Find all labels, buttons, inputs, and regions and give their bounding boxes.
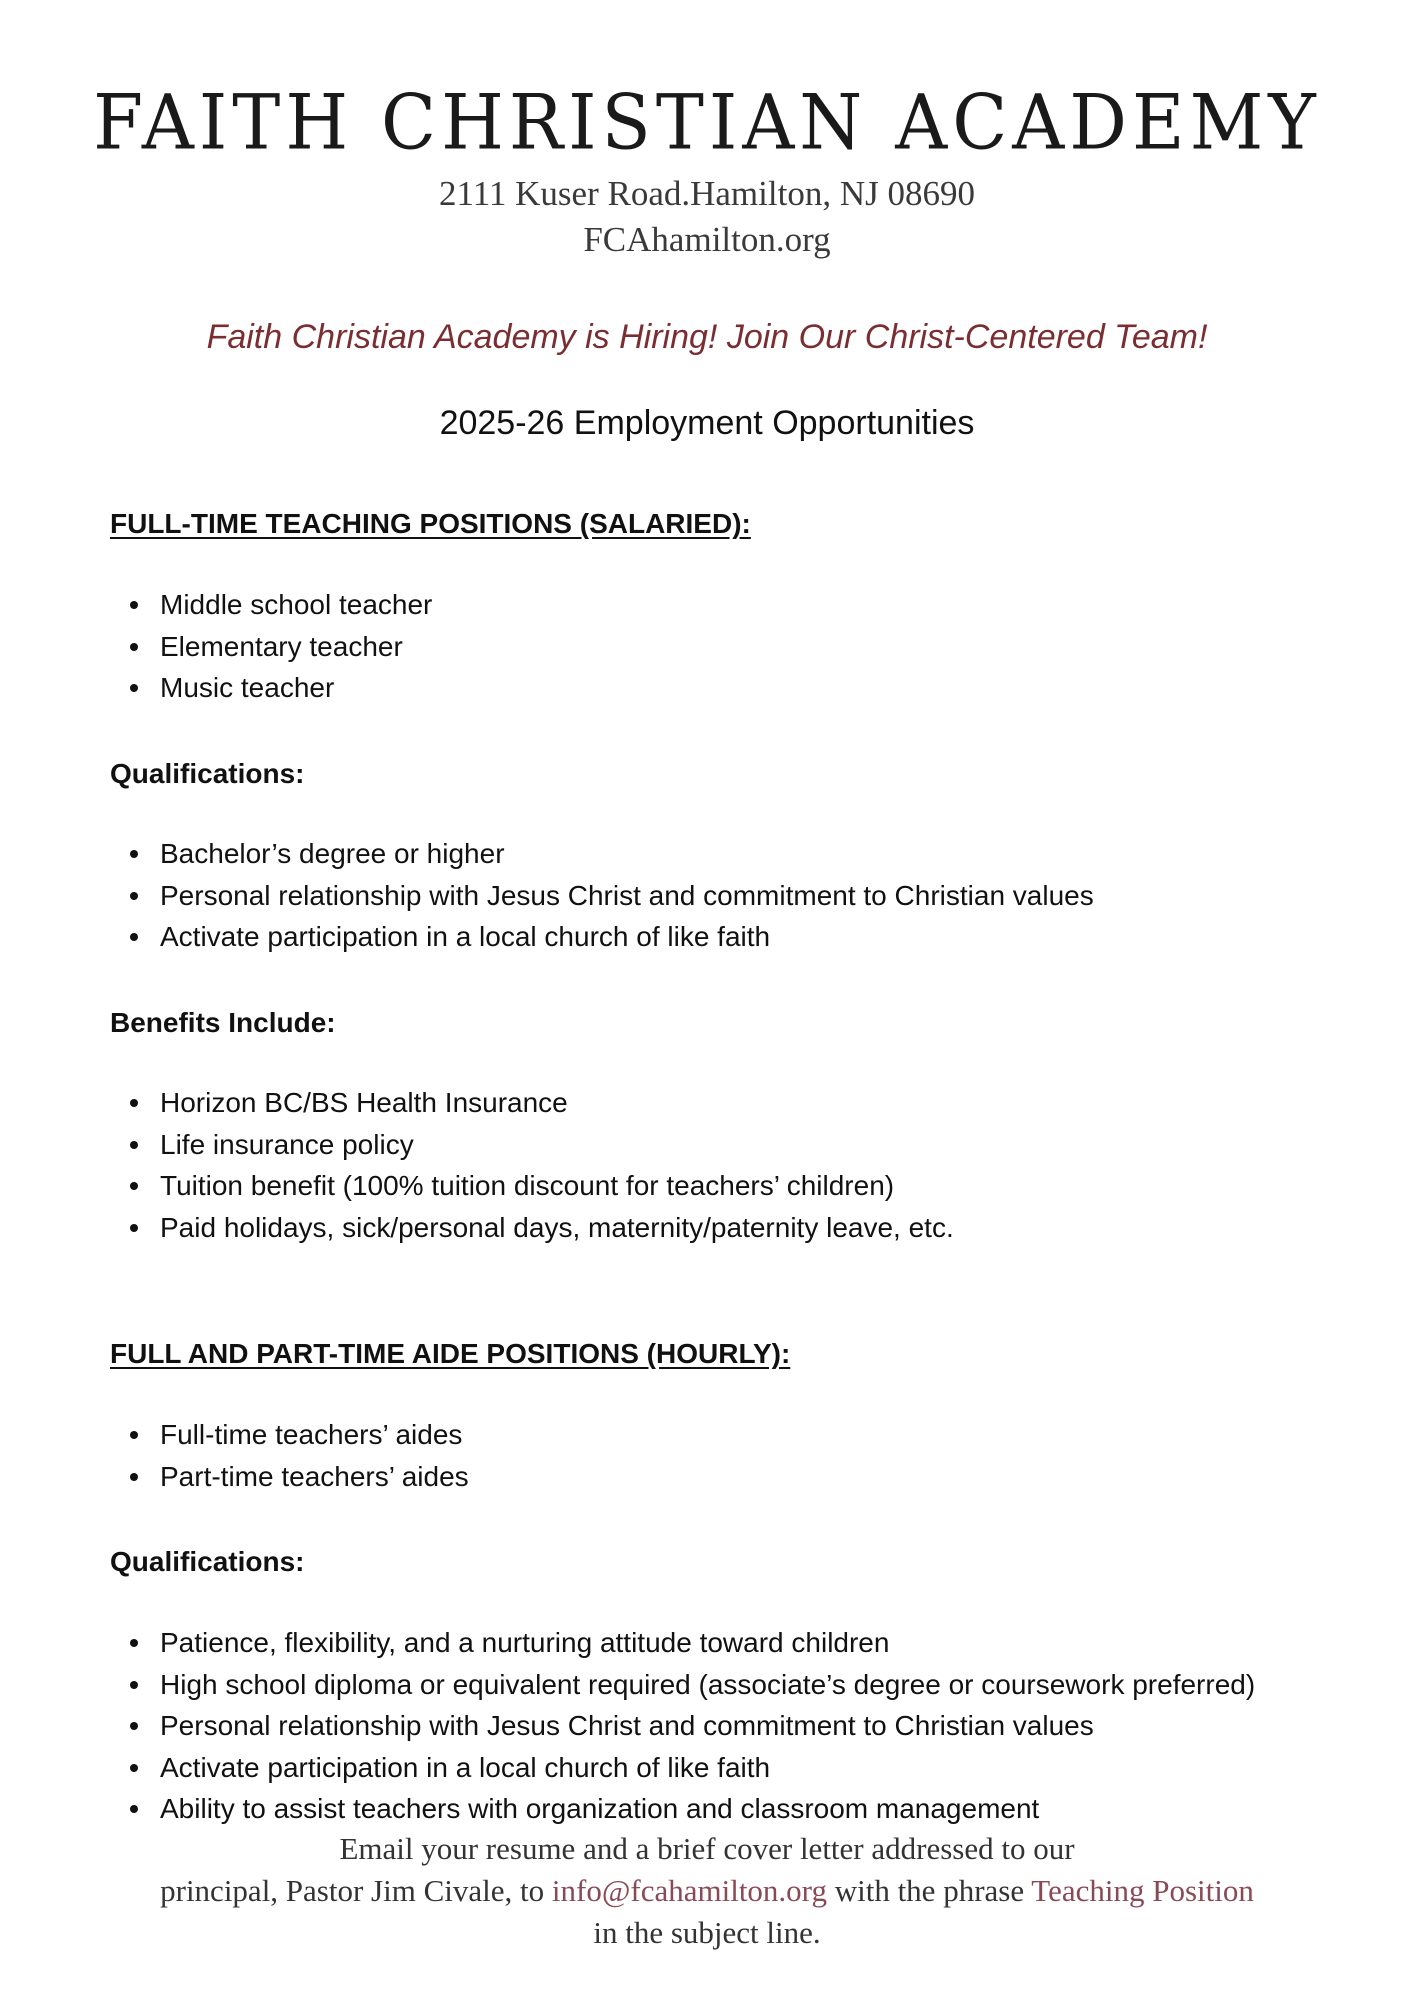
list-item: Full-time teachers’ aides bbox=[110, 1414, 469, 1456]
list-item: Music teacher bbox=[110, 667, 432, 709]
contact-line-1: Email your resume and a brief cover letter addressed to our bbox=[339, 1831, 1075, 1866]
school-address: 2111 Kuser Road.Hamilton, NJ 08690 bbox=[439, 174, 975, 213]
list-item: Bachelor’s degree or higher bbox=[110, 833, 1094, 875]
hiring-tagline: Faith Christian Academy is Hiring! Join Our Christ-Centered Team! bbox=[206, 318, 1208, 356]
list-item: Activate participation in a local church of like faith bbox=[110, 916, 1094, 958]
contact-line-3: in the subject line. bbox=[593, 1915, 821, 1950]
list-item: Life insurance policy bbox=[110, 1124, 954, 1166]
employment-subtitle: 2025-26 Employment Opportunities bbox=[439, 404, 975, 442]
list-item: Ability to assist teachers with organization and classroom management bbox=[110, 1788, 1255, 1830]
list-item: Personal relationship with Jesus Christ and commitment to Christian values bbox=[110, 1705, 1255, 1747]
contact-line-2-middle: with the phrase bbox=[834, 1873, 1025, 1908]
list-item: Paid holidays, sick/personal days, maternity/paternity leave, etc. bbox=[110, 1207, 954, 1249]
school-website: FCAhamilton.org bbox=[583, 220, 831, 259]
subject-phrase: Teaching Position bbox=[1031, 1873, 1254, 1908]
teaching-qualifications-heading: Qualifications: bbox=[110, 758, 305, 789]
benefits-list bbox=[110, 1082, 954, 1248]
aide-qualifications-list bbox=[110, 1622, 1255, 1830]
school-name: FAITH CHRISTIAN ACADEMY bbox=[93, 77, 1321, 167]
list-item: Horizon BC/BS Health Insurance bbox=[110, 1082, 954, 1124]
list-item: High school diploma or equivalent required (associate’s degree or coursework preferred) bbox=[110, 1664, 1255, 1706]
aide-positions-heading: FULL AND PART-TIME AIDE POSITIONS (HOURLY): bbox=[110, 1338, 791, 1369]
contact-email-link[interactable]: info@fcahamilton.org bbox=[551, 1873, 827, 1908]
aide-positions-list bbox=[110, 1414, 469, 1497]
list-item: Patience, flexibility, and a nurturing attitude toward children bbox=[110, 1622, 1255, 1664]
teaching-qualifications-list bbox=[110, 833, 1094, 958]
aide-qualifications-heading: Qualifications: bbox=[110, 1546, 305, 1577]
application-instructions bbox=[0, 1828, 1414, 1954]
list-item: Middle school teacher bbox=[110, 584, 432, 626]
teaching-positions-heading: FULL-TIME TEACHING POSITIONS (SALARIED): bbox=[110, 508, 751, 539]
list-item: Part-time teachers’ aides bbox=[110, 1456, 469, 1498]
list-item: Personal relationship with Jesus Christ and commitment to Christian values bbox=[110, 875, 1094, 917]
list-item: Activate participation in a local church of like faith bbox=[110, 1747, 1255, 1789]
contact-line-2 bbox=[0, 1870, 1414, 1912]
contact-line-2-prefix: principal, Pastor Jim Civale, to bbox=[160, 1873, 545, 1908]
teaching-positions-list bbox=[110, 584, 432, 709]
list-item: Tuition benefit (100% tuition discount for teachers’ children) bbox=[110, 1165, 954, 1207]
list-item: Elementary teacher bbox=[110, 626, 432, 668]
benefits-heading: Benefits Include: bbox=[110, 1007, 336, 1038]
